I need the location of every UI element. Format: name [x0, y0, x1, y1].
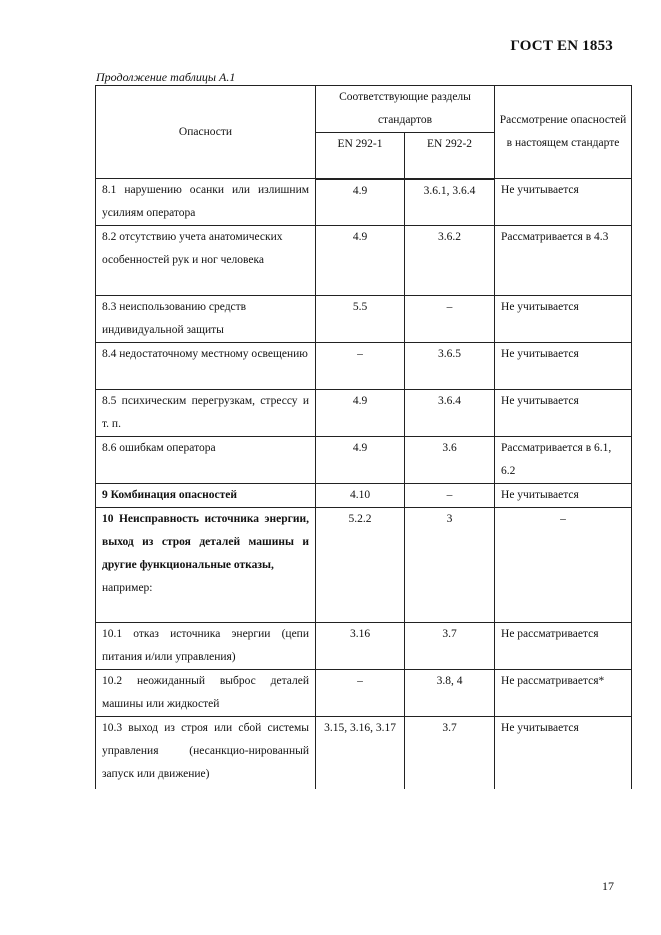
status-cell: Не учитывается: [495, 343, 632, 390]
en2-cell: 3.6: [405, 437, 495, 484]
table-row: [96, 484, 632, 508]
en1-cell: 4.9: [316, 390, 405, 437]
hazard-cell: 8.3 неиспользованию средств индивидуальной защиты: [96, 296, 316, 343]
table-caption: Продолжение таблицы А.1: [96, 70, 236, 84]
en2-cell: 3.7: [405, 623, 495, 670]
hazard-cell: 10.3 выход из строя или сбой системы управления (несанкцио-нированный запуск или движение): [96, 717, 316, 789]
en1-cell: 4.9: [316, 226, 405, 296]
status-cell: –: [495, 508, 632, 623]
en1-cell: 4.9: [316, 179, 405, 226]
status-cell: Рассматривается в 4.3: [495, 226, 632, 296]
hazard-cell: 8.6 ошибкам оператора: [96, 437, 316, 484]
header-en-292-1: EN 292-1: [316, 133, 405, 179]
table-row: [96, 179, 632, 226]
en1-cell: 5.5: [316, 296, 405, 343]
en2-cell: 3: [405, 508, 495, 623]
status-cell: Не рассматривается: [495, 623, 632, 670]
en2-cell: 3.6.2: [405, 226, 495, 296]
en1-cell: 4.9: [316, 437, 405, 484]
status-cell: Не учитывается: [495, 390, 632, 437]
hazard-cell: 8.5 психическим перегрузкам, стрессу и т. п.: [96, 390, 316, 437]
hazard-cell: 8.2 отсутствию учета анатомических особенностей рук и ног человека: [96, 226, 316, 296]
hazard-cell: [96, 508, 316, 623]
hazards-table: [95, 85, 632, 789]
hazard-cell: 8.4 недостаточному местному освещению: [96, 343, 316, 390]
en2-cell: 3.6.4: [405, 390, 495, 437]
status-cell: Не учитывается: [495, 296, 632, 343]
status-cell: Не учитывается: [495, 484, 632, 508]
status-cell: Не учитывается: [495, 717, 632, 789]
hazard-cell: 10.1 отказ источника энергии (цепи питания и/или управления): [96, 623, 316, 670]
hazard-cell: 10.2 неожиданный выброс деталей машины или жидкостей: [96, 670, 316, 717]
en1-cell: 5.2.2: [316, 508, 405, 623]
status-cell: Рассматривается в 6.1, 6.2: [495, 437, 632, 484]
table-row: [96, 226, 632, 296]
en1-cell: –: [316, 343, 405, 390]
en1-cell: 4.10: [316, 484, 405, 508]
table-row: [96, 437, 632, 484]
document-title: ГОСТ EN 1853: [510, 38, 613, 54]
en1-cell: –: [316, 670, 405, 717]
en2-cell: –: [405, 296, 495, 343]
en1-cell: 3.15, 3.16, 3.17: [316, 717, 405, 789]
en1-cell: 3.16: [316, 623, 405, 670]
table-row: [96, 296, 632, 343]
table-row: [96, 623, 632, 670]
table-row: [96, 390, 632, 437]
table-row: [96, 717, 632, 789]
en2-cell: 3.6.5: [405, 343, 495, 390]
page-number: 17: [602, 879, 614, 893]
header-en-292-2: EN 292-2: [405, 133, 495, 179]
table-row: [96, 343, 632, 390]
hazard-note: например:: [102, 582, 153, 594]
status-cell: Не учитывается: [495, 179, 632, 226]
en2-cell: –: [405, 484, 495, 508]
header-sections: Соответствующие разделы стандартов: [316, 86, 495, 133]
hazard-cell: 8.1 нарушению осанки или излишним усилиям оператора: [96, 179, 316, 226]
status-cell: Не рассматривается*: [495, 670, 632, 717]
table-row: [96, 670, 632, 717]
en2-cell: 3.8, 4: [405, 670, 495, 717]
header-consideration: Рассмотрение опасностей в настоящем стандарте: [495, 86, 632, 179]
en2-cell: 3.7: [405, 717, 495, 789]
header-hazards: Опасности: [96, 86, 316, 179]
hazard-heading: 10 Неисправность источника энергии, выход из строя деталей машины и другие функциональные отказы,: [102, 513, 309, 571]
hazard-cell: 9 Комбинация опасностей: [96, 484, 316, 508]
table-row: [96, 508, 632, 623]
en2-cell: 3.6.1, 3.6.4: [405, 179, 495, 226]
